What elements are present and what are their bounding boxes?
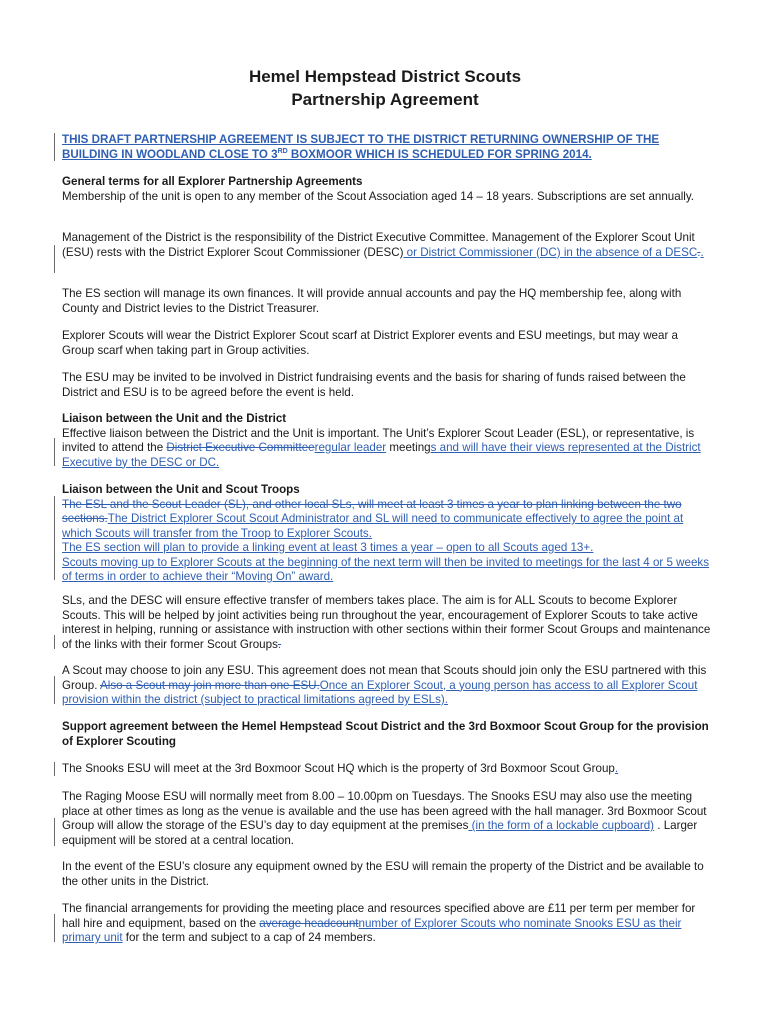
paragraph-text: Effective liaison between the District and the Unit is important. The Unit’s Explorer Scout Leader (ESL), or representative, is invited to attend the	[62, 426, 695, 454]
paragraph	[62, 427, 712, 471]
inserted-paragraph: The ES section will plan to provide a linking event at least 3 times a year – open to all Scouts aged 13+.	[62, 541, 594, 554]
change-bar	[54, 245, 55, 273]
change-bar	[54, 438, 55, 466]
raging-moose-paragraph	[62, 790, 712, 848]
deleted-text: average headcount	[259, 916, 359, 930]
paragraph-text: SLs, and the DESC will ensure effective transfer of members takes place. The aim is for ALL Scouts to become Explorer Scouts. This will be helped by joint activities being run throughout the year, encouragement of Explorer Scouts to take active interest in helping, running or assistance with instruction with other sections within their former Scout Groups and maintenance of the links with their former Scout Groups	[62, 594, 711, 651]
deleted-text: District Executive Committee	[166, 441, 315, 454]
inserted-text: number of Explorer Scouts who nominate Snooks ESU as their primary unit	[62, 916, 682, 944]
management-paragraph	[62, 231, 712, 260]
inserted-text: Once an Explorer Scout, a young person has access to all Explorer Scout provision within the district (subject to practical limitations agreed by ESLs).	[62, 678, 698, 706]
liaison-troops-section	[62, 483, 712, 585]
banner-text: BOXMOOR WHICH IS SCHEDULED FOR SPRING 2014.	[287, 148, 592, 161]
scarf-paragraph: Explorer Scouts will wear the District Explorer Scout scarf at District Explorer events and ESU meetings, but may wear a Group scarf when taking part in Group activities.	[62, 329, 678, 357]
deleted-text: Also a Scout may join more than one ESU.	[100, 678, 320, 692]
change-bar	[54, 762, 55, 776]
banner-text: THIS DRAFT PARTNERSHIP AGREEMENT IS SUBJECT TO THE DISTRICT RETURNING OWNERSHIP OF THE BUILDING IN WOODLAND CLOSE TO 3	[62, 133, 660, 161]
inserted-text: regular leader	[314, 441, 387, 454]
paragraph-text: The Raging Moose ESU will normally meet from 8.00 – 10.00pm on Tuesdays. The Snooks ESU may also use the meeting place at other times as long as the venue is available and the use has been agreed with the hall manager. 3rd Boxmoor Scout Group will allow the storage of the ESU’s day to day equipment at the premises	[62, 790, 707, 832]
deleted-text: .	[277, 637, 282, 651]
deleted-text: The ESL and the Scout Leader (SL), and other local SLs, will meet at least 3 times a year to plan linking between the two sections.	[62, 497, 682, 525]
banner-superscript: RD	[277, 148, 288, 156]
paragraph: Membership of the unit is open to any member of the Scout Association aged 14 – 18 years. Subscriptions are set annually.	[62, 189, 695, 203]
closure-paragraph: In the event of the ESU’s closure any equipment owned by the ESU will remain the property of the District and be available to the other units in the District.	[62, 860, 704, 888]
general-terms-section	[62, 175, 712, 204]
inserted-text: The District Explorer Scout Scout Administrator and SL will need to communicate effectively to agree the point at which Scouts will transfer from the Troop to Explorer Scouts.	[62, 512, 684, 540]
change-bar	[54, 914, 55, 942]
paragraph	[62, 498, 712, 542]
financial-paragraph	[62, 902, 712, 946]
paragraph-text: meeting	[386, 441, 431, 454]
finances-paragraph: The ES section will manage its own finances. It will provide annual accounts and pay the HQ membership fee, along with County and District levies to the District Treasurer.	[62, 287, 682, 315]
paragraph-text: for the term and subject to a cap of 24 members.	[122, 931, 376, 944]
snooks-paragraph	[62, 762, 712, 777]
deleted-text: .	[697, 245, 701, 259]
transfer-paragraph	[62, 594, 712, 652]
paragraph-text: The Snooks ESU will meet at the 3rd Boxmoor Scout HQ which is the property of 3rd Boxmoor Scout Group	[62, 762, 615, 775]
paragraph-text: . Larger equipment will be stored at a central location.	[62, 819, 698, 847]
section-heading: Liaison between the Unit and the District	[62, 412, 287, 425]
liaison-district-section	[62, 412, 712, 470]
change-bar	[54, 496, 55, 580]
inserted-paragraph: Scouts moving up to Explorer Scouts at the beginning of the next term will then be invited to meetings for the last 4 or 5 weeks of terms in order to achieve their “Moving On” award.	[62, 555, 710, 583]
inserted-text: s and will have their views represented at the District Executive by the DESC or DC.	[62, 441, 701, 469]
section-heading: General terms for all Explorer Partnership Agreements	[62, 175, 363, 188]
document-title-line1: Hemel Hempstead District Scouts	[248, 67, 522, 86]
paragraph-text: The financial arrangements for providing the meeting place and resources specified above are £11 per term per member for hall hire and equipment, based on the	[62, 902, 696, 930]
draft-banner	[62, 132, 707, 162]
fundraising-paragraph: The ESU may be invited to be involved in District fundraising events and the basis for sharing of funds raised between the District and ESU is to be agreed before the event is held.	[62, 371, 686, 399]
change-bar	[54, 818, 55, 846]
change-bar	[54, 676, 55, 704]
document-title-line2: Partnership Agreement	[291, 90, 479, 109]
inserted-text: .	[614, 762, 619, 775]
change-bar	[54, 133, 55, 161]
join-paragraph	[62, 664, 712, 708]
paragraph-text: A Scout may choose to join any ESU. This agreement does not mean that Scouts should join only the ESU partnered with this Group.	[62, 664, 707, 692]
paragraph-text: Management of the District is the responsibility of the District Executive Committee. Management of the Explorer Scout Unit (ESU) rests with the District Explorer Scout Commissioner (DESC)	[62, 231, 695, 259]
inserted-text: (in the form of a lockable cupboard)	[468, 819, 655, 832]
support-heading: Support agreement between the Hemel Hempstead Scout District and the 3rd Boxmoor Scout Group for the provision of Explorer Scouting	[62, 720, 709, 748]
change-bar	[54, 635, 55, 649]
inserted-text: or District Commissioner (DC) in the absence of a DESC	[403, 245, 698, 259]
section-heading: Liaison between the Unit and Scout Troops	[62, 483, 300, 496]
inserted-text: .	[700, 245, 704, 259]
